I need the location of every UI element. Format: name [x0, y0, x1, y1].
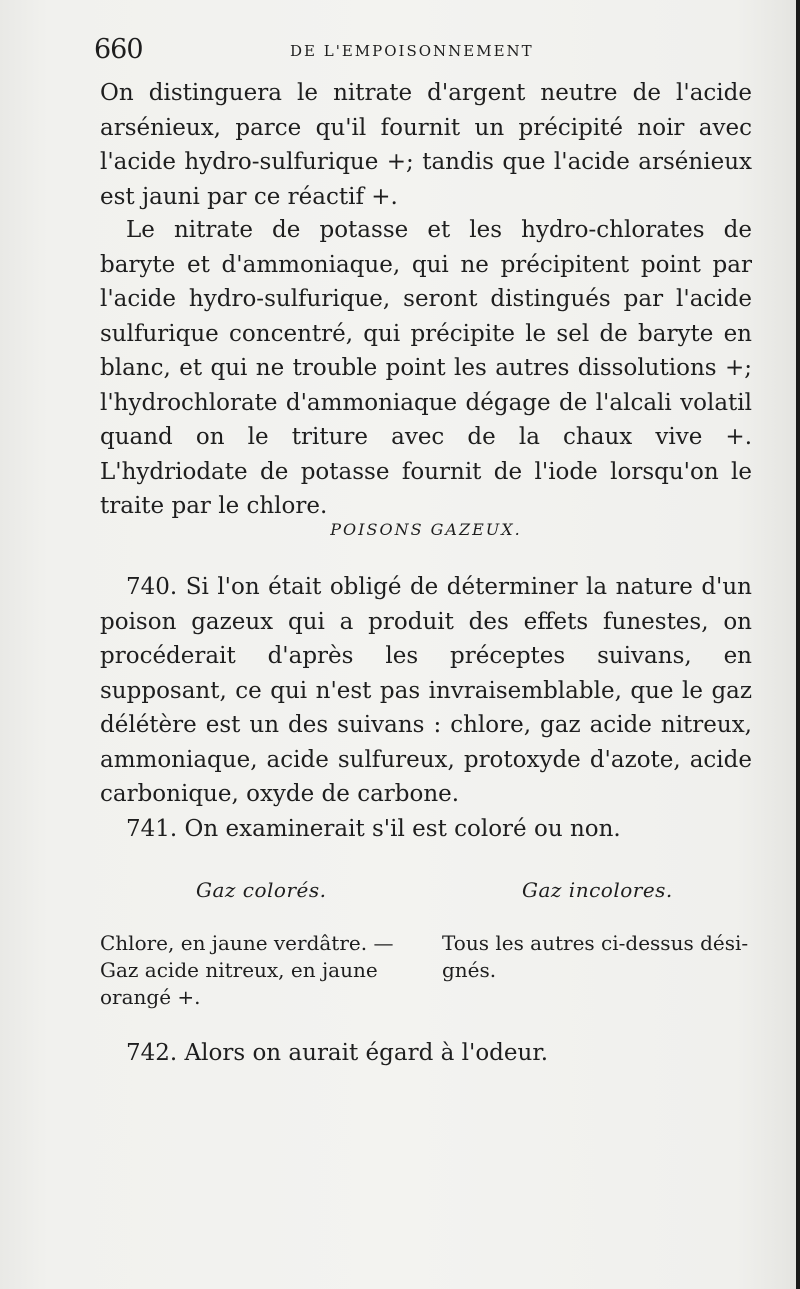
paragraph-nitrate-argent: On distinguera le nitrate d'argent neutre de l'acide arsénieux, parce qu'il fournit un précipité noir avec l'acide hydro-sulfurique +; tandis que l'acide arsénieux est jauni par ce réactif +. — [100, 80, 752, 210]
column-colored-gases — [100, 930, 430, 1011]
colored-gas-line: Chlore, en jaune verdâtre. — — [100, 931, 394, 955]
paragraph-nitrate-potasse: Le nitrate de potasse et les hydro-chlorates de baryte et d'ammoniaque, qui ne précipitent point par l'acide hydro-sulfurique, seront distingués par l'acide sulfurique concentré, qui précipite le sel de baryte en blanc, et qui ne trouble point les autres dissolutions +; l'hydrochlorate d'ammoniaque dégage de l'alcali volatil quand on le triture avec de la chaux vive +. L'hydriodate de potasse fournit de l'iode lorsqu'on le traite par le chlore. — [100, 217, 752, 519]
colorless-gas-line: gnés. — [442, 958, 497, 982]
colorless-gas-line: Tous les autres ci-dessus dési- — [442, 931, 749, 955]
column-heading-colorless: Gaz incolores. — [522, 878, 673, 902]
column-colorless-gases — [442, 930, 758, 984]
running-title: DE L'EMPOISONNEMENT — [290, 42, 534, 60]
column-heading-colored: Gaz colorés. — [196, 878, 327, 902]
page-header — [94, 34, 754, 74]
paragraph-741: 741. On examinerait s'il est coloré ou non. — [126, 816, 621, 842]
page-number: 660 — [94, 34, 143, 65]
paragraph-742: 742. Alors on aurait égard à l'odeur. — [126, 1040, 549, 1066]
page-edge-shadow — [796, 0, 800, 1289]
paragraph-740: 740. Si l'on était obligé de déterminer la nature d'un poison gazeux qui a produit des effets funestes, on procéderait d'après les préceptes suivans, en supposant, ce qui n'est pas invraisemblable, que le gaz délétère est un des suivans : chlore, gaz acide nitreux, ammoniaque, acide sulfureux, protoxyde d'azote, acide carbonique, oxyde de carbone. — [100, 574, 752, 807]
colored-gas-line: Gaz acide nitreux, en jaune — [100, 958, 378, 982]
section-heading: POISONS GAZEUX. — [330, 520, 522, 539]
colored-gas-line: orangé +. — [100, 985, 201, 1009]
